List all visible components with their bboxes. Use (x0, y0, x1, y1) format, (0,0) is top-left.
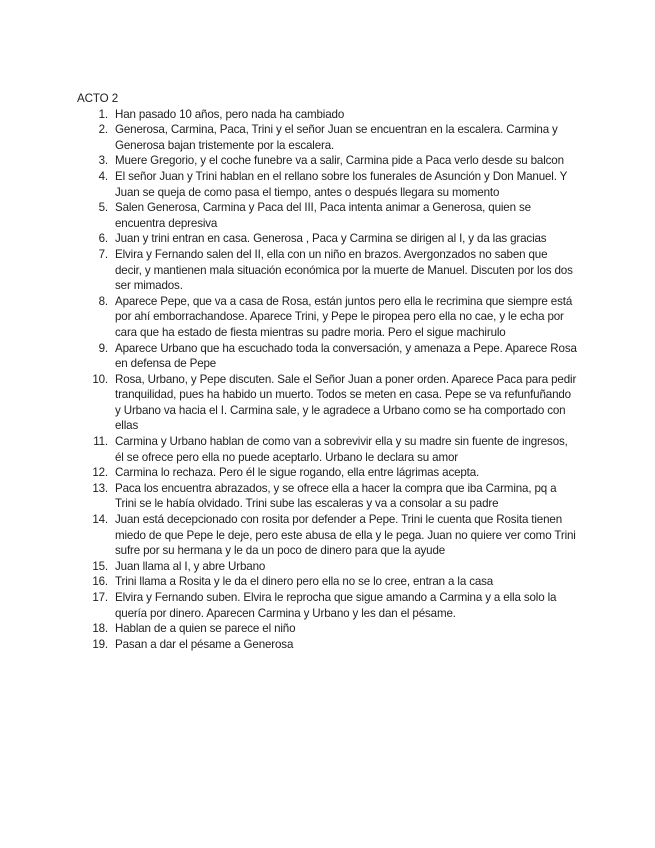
list-item-text: Generosa, Carmina, Paca, Trini y el señor Juan se encuentran en la escalera. Carmina y Generosa bajan tristemente por la escalera. (115, 123, 558, 152)
list-item (77, 122, 577, 153)
list-item-text: Aparece Pepe, que va a casa de Rosa, están juntos pero ella le recrimina que siempre está por ahí emborrachandose. Aparece Trini, y Pepe le piropea pero ella no cae, y le echa por cara que ha estado de fiesta mientras su padre moria. Pero el sigue machirulo (115, 294, 573, 339)
list-item-number: 9. (98, 341, 108, 355)
scene-list (77, 107, 577, 653)
list-item-text: Salen Generosa, Carmina y Paca del III, Paca intenta animar a Generosa, quien se encuentra depresiva (115, 201, 531, 230)
list-item (77, 200, 577, 231)
list-item-text: Juan llama al I, y abre Urbano (115, 559, 266, 573)
list-item-text: Paca los encuentra abrazados, y se ofrece ella a hacer la compra que iba Carmina, pq a Trini se le había olvidado. Trini sube las escaleras y va a consolar a su padre (115, 481, 557, 511)
list-item-text: Elvira y Fernando salen del II, ella con un niño en brazos. Avergonzados no saben que decir, y mantienen mala situación económica por la muerte de Manuel. Discuten por los dos ser mimados. (115, 247, 573, 293)
list-item (77, 512, 577, 559)
list-item-number: 13. (92, 481, 108, 495)
list-item-number: 6. (98, 232, 108, 246)
list-item (77, 153, 577, 169)
list-item-number: 11. (93, 435, 108, 449)
list-item-text: Elvira y Fernando suben. Elvira le reprocha que sigue amando a Carmina y a ella solo la quería por dinero. Aparecen Carmina y Urbano y les dan el pésame. (115, 591, 557, 620)
list-item-number: 14. (92, 513, 108, 527)
list-item-number: 5. (98, 201, 108, 215)
list-item (77, 294, 577, 341)
list-item (77, 231, 577, 247)
list-item (77, 247, 577, 294)
list-item (77, 341, 577, 372)
list-item-text: Carmina y Urbano hablan de como van a sobrevivir ella y su madre sin fuente de ingresos, él se ofrece pero ella no puede aceptarlo. Urbano le declara su amor (115, 435, 568, 464)
list-item-text: Juan y trini entran en casa. Generosa , Paca y Carmina se dirigen al I, y da las gracias (115, 232, 547, 246)
list-item-text: Han pasado 10 años, pero nada ha cambiado (115, 107, 345, 121)
list-item-text: Hablan de a quien se parece el niño (115, 622, 296, 636)
list-item-number: 4. (98, 169, 108, 183)
list-item-text: Trini llama a Rosita y le da el dinero pero ella no se lo cree, entran a la casa (115, 575, 494, 589)
list-item-text: Rosa, Urbano, y Pepe discuten. Sale el Señor Juan a poner orden. Aparece Paca para pedir tranquilidad, pues ha habido un muerto. Todos se meten en casa. Pepe se va refunfuñando y Urbano va hacia el I. Carmina sale, y le agradece a Urbano como se ha comportado con ellas (115, 372, 577, 433)
list-item (77, 590, 577, 621)
list-item-text: Carmina lo rechaza. Pero él le sigue rogando, ella entre lágrimas acepta. (115, 466, 480, 480)
document-body (77, 91, 577, 652)
list-item-number: 1. (98, 107, 108, 121)
list-item-number: 8. (98, 294, 108, 308)
list-item-text: Aparece Urbano que ha escuchado toda la conversación, y amenaza a Pepe. Aparece Rosa en defensa de Pepe (115, 341, 577, 371)
list-item (77, 481, 577, 512)
list-item-number: 15. (92, 559, 108, 573)
list-item-number: 17. (92, 591, 108, 604)
list-item (77, 465, 577, 481)
list-item-text: El señor Juan y Trini hablan en el rellano sobre los funerales de Asunción y Don Manuel. Y Juan se queja de como pasa el tiempo, antes o después llegara su momento (115, 169, 568, 199)
list-item-number: 2. (98, 123, 108, 137)
list-item (77, 169, 577, 200)
list-item (77, 434, 577, 465)
list-item (77, 574, 577, 590)
list-item-number: 3. (98, 154, 108, 168)
list-item (77, 637, 577, 653)
list-item (77, 559, 577, 575)
list-item-number: 16. (92, 575, 108, 589)
list-item-text: Muere Gregorio, y el coche funebre va a salir, Carmina pide a Paca verlo desde su balcon (115, 154, 564, 168)
list-item-text: Pasan a dar el pésame a Generosa (115, 637, 294, 651)
list-item-number: 19. (92, 637, 108, 651)
act-heading: ACTO 2 (77, 92, 119, 105)
list-item-number: 10. (92, 372, 108, 386)
list-item (77, 621, 577, 637)
list-item-number: 18. (92, 622, 108, 636)
list-item-number: 7. (98, 247, 108, 261)
list-item-number: 12. (92, 466, 108, 480)
list-item-text: Juan está decepcionado con rosita por defender a Pepe. Trini le cuenta que Rosita tienen miedo de que Pepe le deje, pero este abusa de ella y le pega. Juan no quiere ver como Trini sufre por su hermana y le da un poco de dinero para que la ayude (115, 513, 576, 558)
list-item (77, 372, 577, 434)
list-item (77, 107, 577, 123)
